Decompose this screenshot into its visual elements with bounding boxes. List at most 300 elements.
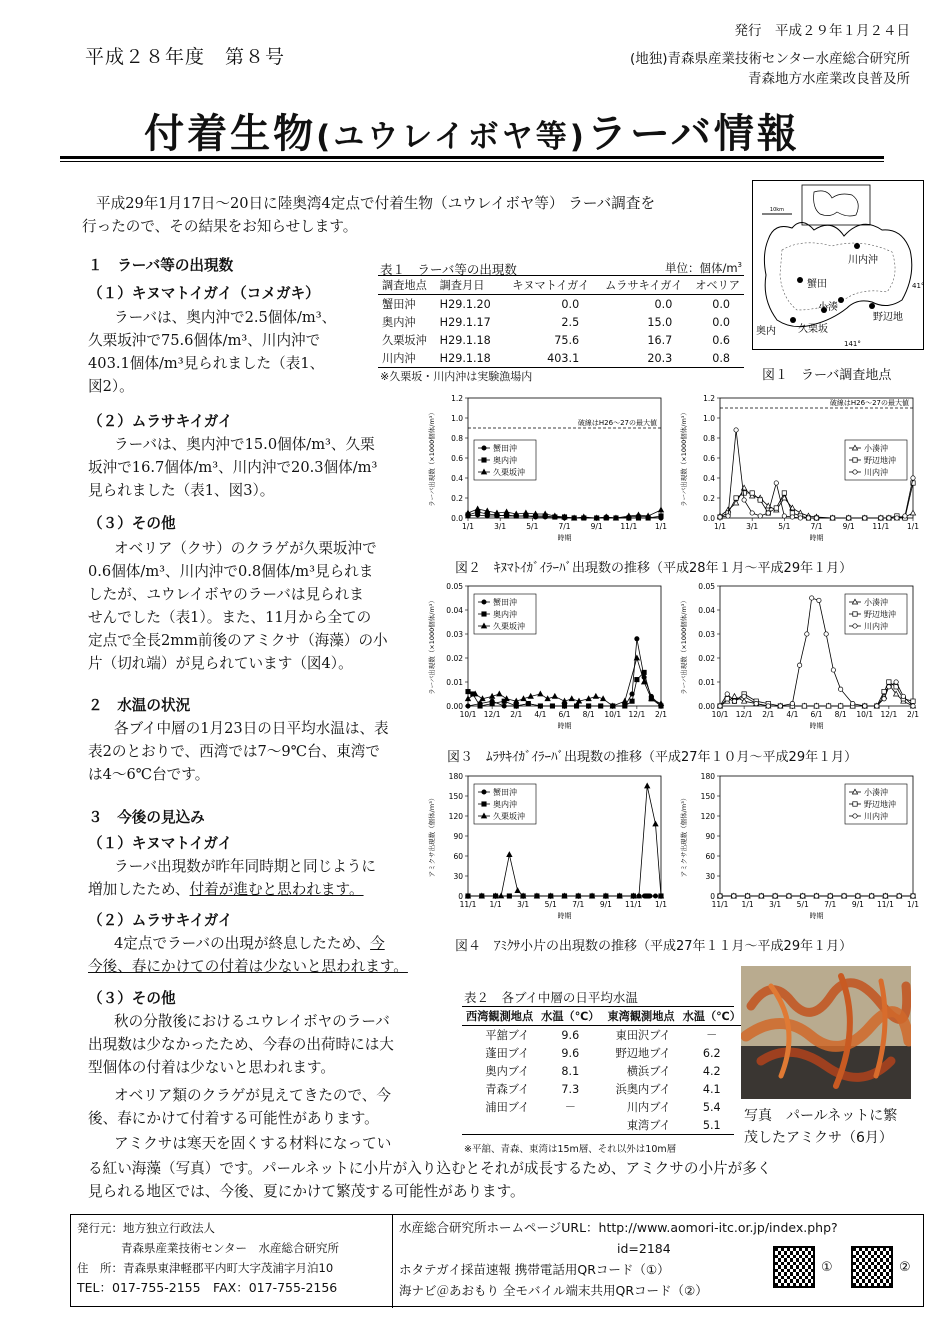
footer-publisher bbox=[71, 1215, 393, 1308]
data-point bbox=[782, 491, 786, 495]
x-tick-label: 6/1 bbox=[558, 710, 571, 719]
y-tick-label: 0.0 bbox=[703, 514, 715, 523]
data-point bbox=[809, 596, 813, 600]
y-tick-label: 0.4 bbox=[703, 474, 715, 483]
s3-p1-line: ラーバ出現数が昨年同時期と同じように bbox=[114, 858, 376, 875]
data-point bbox=[814, 704, 818, 708]
data-point bbox=[725, 692, 729, 696]
y-tick-label: 180 bbox=[700, 772, 715, 781]
y-tick-label: 90 bbox=[453, 832, 463, 841]
legend-entry: 川内沖 bbox=[864, 622, 888, 631]
x-tick-label: 1/1 bbox=[461, 522, 475, 531]
y-tick-label: 1.2 bbox=[703, 394, 715, 403]
table-row bbox=[462, 1080, 745, 1098]
chart-svg bbox=[676, 392, 921, 552]
y-tick-label: 90 bbox=[705, 832, 715, 841]
table-1-unit: 単位：個体$/m^3$ bbox=[664, 261, 742, 275]
s1-p1-line: 久栗坂沖で75.6個体/m³、川内沖で bbox=[88, 332, 321, 349]
y-tick-label: 120 bbox=[448, 812, 463, 821]
table-2-header: 東湾観測地点 bbox=[603, 1007, 678, 1026]
table-cell: 平舘ブイ bbox=[485, 1029, 530, 1042]
table-cell: H29.1.18 bbox=[439, 351, 491, 365]
map-lat: 41° bbox=[912, 282, 924, 290]
section-1-sub-3: （３）その他 bbox=[88, 515, 176, 532]
section-1-heading: １ ラーバ等の出現数 bbox=[88, 257, 234, 274]
data-point bbox=[593, 694, 598, 699]
y-axis-label: アミクサ出現数（個体/m³） bbox=[428, 794, 436, 878]
data-point bbox=[726, 514, 730, 518]
footer-links bbox=[393, 1215, 923, 1308]
table-cell: 蓬田ブイ bbox=[485, 1047, 530, 1060]
data-point bbox=[814, 516, 818, 520]
data-point bbox=[645, 783, 650, 788]
data-point bbox=[466, 689, 470, 693]
y-tick-label: 150 bbox=[700, 792, 715, 801]
footer-line: 発行元：地方独立行政法人 bbox=[77, 1221, 215, 1235]
table-row bbox=[462, 1044, 745, 1062]
data-point bbox=[901, 694, 905, 698]
s1-p3-line: 片（切れ端）が見られています（図4）。 bbox=[88, 655, 353, 672]
data-point bbox=[828, 894, 832, 898]
data-point bbox=[894, 680, 898, 684]
y-tick-label: 0.05 bbox=[446, 582, 463, 591]
bay-map-svg bbox=[752, 180, 924, 350]
data-point bbox=[490, 701, 494, 705]
table-row bbox=[378, 295, 744, 314]
data-point bbox=[550, 704, 554, 708]
data-point bbox=[538, 691, 543, 696]
issue-number: 平成２８年度 第８号 bbox=[85, 46, 286, 68]
x-axis-label: 時期 bbox=[809, 912, 824, 920]
data-point bbox=[831, 668, 835, 672]
qr-label-2: ② bbox=[899, 1260, 911, 1275]
table-1-note: ※久栗坂・川内沖は実験漁場内 bbox=[378, 367, 744, 384]
data-point bbox=[830, 516, 834, 520]
s2-line: は4～6℃台です。 bbox=[88, 766, 210, 783]
table-cell: 5.4 bbox=[702, 1100, 721, 1114]
data-point bbox=[734, 496, 738, 500]
data-point bbox=[911, 699, 915, 703]
x-axis-label: 時期 bbox=[557, 912, 572, 920]
table-row bbox=[378, 331, 744, 349]
x-tick-label: 10/1 bbox=[459, 710, 477, 719]
legend-entry: 久栗坂沖 bbox=[493, 468, 525, 477]
legend-entry: 奥内沖 bbox=[493, 456, 517, 465]
table-cell: H29.1.20 bbox=[439, 297, 491, 311]
y-tick-label: 180 bbox=[448, 772, 463, 781]
chart-fig3-west bbox=[424, 580, 669, 744]
map-label-kurisaka: 久栗坂 bbox=[798, 324, 828, 335]
table-cell: 0.8 bbox=[712, 351, 730, 365]
table-cell: 東湾ブイ bbox=[626, 1119, 671, 1132]
y-tick-label: 0.01 bbox=[698, 678, 715, 687]
data-point bbox=[742, 694, 746, 698]
x-tick-label: 10/1 bbox=[604, 710, 622, 719]
y-tick-label: 1.2 bbox=[451, 394, 463, 403]
table-cell: 浜奥内ブイ bbox=[615, 1083, 671, 1096]
chart-svg bbox=[676, 770, 921, 930]
data-point bbox=[879, 516, 883, 520]
data-point bbox=[718, 704, 722, 708]
table-cell: H29.1.18 bbox=[439, 333, 491, 347]
x-tick-label: 1/1 bbox=[654, 900, 668, 909]
x-tick-label: 10/1 bbox=[856, 710, 874, 719]
y-tick-label: 0.03 bbox=[698, 630, 715, 639]
s3-p3-line: 出現数は少なかったため、今春の出荷時には大 bbox=[88, 1036, 394, 1053]
s3-p4-line: 見られる地区では、今後、夏にかけて繁茂する可能性があります。 bbox=[88, 1183, 525, 1200]
section-3-sub-1: （１）キヌマトイガイ bbox=[88, 835, 233, 852]
data-point bbox=[562, 704, 566, 708]
table-1-title: 表１ ラーバ等の出現数 bbox=[380, 262, 517, 277]
table-row bbox=[378, 349, 744, 367]
y-tick-label: 1.0 bbox=[703, 414, 715, 423]
table-cell: 9.6 bbox=[561, 1028, 580, 1042]
data-point bbox=[658, 507, 663, 512]
table-cell: 4.2 bbox=[702, 1064, 721, 1078]
y-tick-label: 0.00 bbox=[698, 702, 715, 711]
data-point bbox=[734, 428, 738, 432]
legend-entry: 川内沖 bbox=[864, 812, 888, 821]
legend-entry: 久栗坂沖 bbox=[493, 622, 525, 631]
data-point bbox=[910, 510, 915, 515]
chart-fig3-east bbox=[676, 580, 921, 744]
x-tick-label: 7/1 bbox=[810, 522, 823, 531]
x-axis-label: 時期 bbox=[557, 722, 572, 730]
table-row bbox=[462, 1026, 745, 1045]
s3-p1-line-2: 増加したため、付着が進むと思われます。 bbox=[88, 881, 364, 898]
data-point bbox=[774, 506, 778, 510]
data-point bbox=[826, 704, 830, 708]
x-tick-label: 10/1 bbox=[711, 710, 729, 719]
legend-entry: 小湊沖 bbox=[864, 444, 888, 453]
data-point bbox=[552, 694, 557, 699]
y-tick-label: 0.8 bbox=[451, 434, 463, 443]
s1-p1-line: 403.1個体/m³見られました（表1、 bbox=[88, 355, 325, 372]
data-point bbox=[742, 498, 746, 502]
x-tick-label: 11/1 bbox=[620, 522, 638, 531]
y-tick-label: 1.0 bbox=[451, 414, 463, 423]
data-point bbox=[498, 893, 503, 898]
s3-p2-line-2: 今後、春にかけての付着は少ないと思われます。 bbox=[88, 958, 408, 975]
data-point bbox=[718, 894, 722, 898]
qr-code-1-icon[interactable] bbox=[773, 1246, 815, 1288]
data-point bbox=[504, 514, 508, 518]
data-point bbox=[817, 598, 821, 602]
table-cell bbox=[462, 1116, 537, 1134]
s3-p4-line: る紅い海藻（写真）です。パールネットに小片が入り込むとそれが成長するため、アミクサの小片が多く bbox=[88, 1160, 772, 1177]
data-point bbox=[514, 704, 518, 708]
data-point bbox=[465, 696, 470, 701]
table-cell: 8.1 bbox=[561, 1064, 580, 1078]
x-axis-label: 時期 bbox=[809, 534, 824, 542]
x-tick-label: 7/1 bbox=[572, 900, 585, 909]
data-point bbox=[805, 632, 809, 636]
table-cell: 16.7 bbox=[647, 333, 673, 347]
map-label-noheji: 野辺地 bbox=[873, 312, 903, 323]
data-point bbox=[802, 704, 806, 708]
table-cell: 野辺地ブイ bbox=[615, 1047, 671, 1060]
table-cell: 浦田ブイ bbox=[485, 1101, 530, 1114]
data-point bbox=[742, 698, 747, 703]
data-point bbox=[766, 704, 770, 708]
section-3-sub-2: （２）ムラサキイガイ bbox=[88, 912, 233, 929]
table-cell: － bbox=[564, 1101, 576, 1114]
section-1-sub-1: （１）キヌマトイガイ（コメガキ） bbox=[88, 285, 320, 302]
inset-map bbox=[802, 185, 870, 225]
figure-3-caption: 図３ ﾑﾗｻｷｲｶﾞｲﾗｰﾊﾞ出現数の推移（平成27年１０月～平成29年１月） bbox=[447, 750, 858, 765]
table-1-body bbox=[378, 276, 744, 367]
s1-p3-line: せんでした（表1）。また、11月から全ての bbox=[88, 609, 372, 626]
photo-caption-2: 茂したアミクサ（6月） bbox=[744, 1130, 893, 1146]
legend-entry: 奥内沖 bbox=[493, 610, 517, 619]
data-point bbox=[742, 491, 746, 495]
survey-map bbox=[752, 180, 924, 350]
section-2-heading: ２ 水温の状況 bbox=[88, 697, 191, 714]
y-tick-label: 0 bbox=[458, 892, 463, 901]
table-cell: 東田沢ブイ bbox=[615, 1029, 671, 1042]
x-tick-label: 11/1 bbox=[872, 522, 890, 531]
x-tick-label: 11/1 bbox=[459, 900, 477, 909]
data-point bbox=[797, 663, 801, 667]
data-point bbox=[869, 894, 873, 898]
title-rule-thin bbox=[60, 161, 884, 162]
x-tick-label: 12/1 bbox=[483, 710, 501, 719]
x-tick-label: 4/1 bbox=[534, 710, 547, 719]
table-cell: 403.1 bbox=[547, 351, 580, 365]
data-point bbox=[824, 632, 828, 636]
section-3-sub-3: （３）その他 bbox=[88, 990, 176, 1007]
data-point bbox=[801, 894, 805, 898]
y-tick-label: 30 bbox=[453, 872, 463, 881]
legend-entry: 野辺地沖 bbox=[864, 456, 896, 465]
table-cell: 川内沖 bbox=[382, 352, 416, 365]
data-point bbox=[887, 680, 891, 684]
data-point bbox=[653, 821, 658, 826]
qr-label-1: ① bbox=[821, 1260, 833, 1275]
series-line bbox=[720, 483, 913, 518]
data-point bbox=[895, 516, 899, 520]
y-tick-label: 0.0 bbox=[451, 514, 463, 523]
data-point bbox=[497, 691, 502, 696]
homepage-url-id[interactable]: id=2184 bbox=[617, 1241, 671, 1256]
x-tick-label: 1/1 bbox=[741, 900, 754, 909]
chart-fig4-west bbox=[424, 770, 669, 934]
y-axis-label: ラーバ出現数（×1000個体/m³） bbox=[428, 409, 436, 507]
s3-p3-line: 後、春にかけて付着する可能性があります。 bbox=[88, 1110, 379, 1127]
legend-entry: 久栗坂沖 bbox=[493, 812, 525, 821]
y-tick-label: 0.2 bbox=[451, 494, 463, 503]
data-point bbox=[911, 704, 915, 708]
s3-p2-line: 4定点でラーバの出現が終息したため、今 bbox=[114, 935, 385, 952]
data-point bbox=[850, 701, 854, 705]
table-row bbox=[378, 313, 744, 331]
s3-p3-line: 秋の分散後におけるユウレイボヤのラーバ bbox=[114, 1013, 390, 1030]
y-tick-label: 0.02 bbox=[446, 654, 463, 663]
table-cell: 0.0 bbox=[712, 297, 730, 311]
table-cell: 6.2 bbox=[702, 1046, 721, 1060]
y-tick-label: 60 bbox=[705, 852, 715, 861]
table-cell: H29.1.17 bbox=[439, 315, 491, 329]
data-point bbox=[750, 491, 754, 495]
map-scale: 10km bbox=[769, 207, 785, 213]
data-point bbox=[750, 511, 754, 515]
y-tick-label: 0.01 bbox=[446, 678, 463, 687]
figure-4-caption: 図４ ｱﾐｸｻ小片の出現数の推移（平成27年１１月～平成29年１月） bbox=[455, 939, 853, 954]
table-cell: 川内ブイ bbox=[626, 1101, 671, 1114]
reference-note: 破線はH26～27の最大値 bbox=[577, 419, 657, 427]
s3-p3-line: オベリア類のクラゲが見えてきたので、今 bbox=[114, 1087, 391, 1104]
x-tick-label: 2/1 bbox=[906, 710, 920, 719]
data-point bbox=[538, 704, 542, 708]
data-point bbox=[863, 704, 867, 708]
section-3-heading: ３ 今後の見込み bbox=[88, 809, 205, 826]
data-point bbox=[622, 698, 627, 703]
x-tick-label: 1/1 bbox=[654, 522, 668, 531]
x-tick-label: 5/1 bbox=[526, 522, 539, 531]
x-tick-label: 12/1 bbox=[880, 710, 898, 719]
issue-date: 発行 平成２９年１月２４日 bbox=[734, 23, 910, 39]
legend-entry: 蟹田沖 bbox=[493, 788, 517, 797]
table-cell: 久栗坂沖 bbox=[382, 334, 427, 347]
data-point bbox=[526, 701, 530, 705]
data-point bbox=[569, 696, 574, 701]
table-2-header: 水温（℃） bbox=[537, 1007, 603, 1026]
legend-entry: 蟹田沖 bbox=[493, 598, 517, 607]
y-tick-label: 0.04 bbox=[698, 606, 715, 615]
table-2-note: ※平舘、青森、東湾は15m層、それ以外は10m層 bbox=[462, 1134, 734, 1155]
s2-line: 表2のとおりで、西湾では7～9℃台、東湾で bbox=[88, 743, 380, 760]
data-point bbox=[838, 687, 842, 691]
x-tick-label: 3/1 bbox=[746, 522, 759, 531]
homepage-url[interactable]: 水産総合研究所ホームページURL：http://www.aomori-itc.or.jp/index.php? bbox=[399, 1220, 838, 1235]
x-tick-label: 5/1 bbox=[544, 900, 557, 909]
s3-p3-line: 型個体の付着は少ないと思われます。 bbox=[88, 1059, 335, 1076]
table-1-header: 調査地点 bbox=[378, 276, 436, 295]
y-tick-label: 0.6 bbox=[703, 454, 715, 463]
x-tick-label: 2/1 bbox=[762, 710, 775, 719]
footer-phone: TEL：017-755-2155 FAX：017-755-2156 bbox=[77, 1280, 338, 1295]
x-tick-label: 5/1 bbox=[796, 900, 809, 909]
figure-2-caption: 図２ ｷﾇﾏﾄｲｶﾞｲﾗｰﾊﾞ出現数の推移（平成28年１月～平成29年１月） bbox=[455, 561, 853, 576]
x-tick-label: 1/1 bbox=[713, 522, 727, 531]
table-cell: 0.6 bbox=[712, 333, 730, 347]
data-point bbox=[754, 701, 758, 705]
intro-line-2: 行ったので、その結果をお知らせします。 bbox=[82, 218, 358, 235]
chart-svg bbox=[424, 392, 669, 552]
table-2-header: 水温（℃） bbox=[679, 1007, 745, 1026]
s1-p3-line: 定点で全長2mm前後のアミクサ（海藻）の小 bbox=[88, 632, 388, 649]
table-cell: 7.3 bbox=[561, 1082, 580, 1096]
qr-caption-1: ホタテガイ採苗速報 携帯電話用QRコード（①） bbox=[399, 1262, 670, 1277]
table-1-header: キヌマトイガイ bbox=[500, 276, 593, 295]
table-cell: 20.3 bbox=[647, 351, 673, 365]
x-tick-label: 2/1 bbox=[654, 710, 668, 719]
y-tick-label: 0.02 bbox=[698, 654, 715, 663]
data-point bbox=[882, 689, 886, 693]
y-axis-label: ラーバ出現数（×1000個体/m³） bbox=[680, 409, 688, 507]
data-point bbox=[718, 515, 722, 519]
s1-p2-line: 見られました（表1、図3）。 bbox=[88, 482, 275, 499]
data-point bbox=[798, 516, 802, 520]
y-tick-label: 30 bbox=[705, 872, 715, 881]
data-point bbox=[586, 704, 590, 708]
map-lon: 141° bbox=[844, 340, 861, 348]
y-axis-label: アミクサ出現数（個体/m³） bbox=[680, 794, 688, 878]
table-2-header: 西湾観測地点 bbox=[462, 1007, 537, 1026]
legend-entry: 奥内沖 bbox=[493, 800, 517, 809]
data-point bbox=[766, 511, 770, 515]
data-point bbox=[623, 704, 627, 708]
y-tick-label: 0.03 bbox=[446, 630, 463, 639]
qr-code-2-icon[interactable] bbox=[851, 1246, 893, 1288]
data-point bbox=[507, 852, 512, 857]
y-tick-label: 0.05 bbox=[698, 582, 715, 591]
y-tick-label: 120 bbox=[700, 812, 715, 821]
table-2-title: 表２ 各ブイ中層の日平均水温 bbox=[462, 988, 734, 1007]
data-point bbox=[814, 894, 818, 898]
title-rule bbox=[60, 156, 884, 159]
data-point bbox=[574, 704, 578, 708]
table-1 bbox=[378, 260, 744, 384]
map-label-okunai: 奥内 bbox=[756, 326, 776, 337]
x-tick-label: 11/1 bbox=[625, 900, 642, 909]
x-tick-label: 1/1 bbox=[906, 522, 920, 531]
x-tick-label: 8/1 bbox=[582, 710, 595, 719]
chart-svg bbox=[676, 580, 921, 740]
table-row bbox=[462, 1098, 745, 1116]
table-cell bbox=[537, 1116, 603, 1134]
x-tick-label: 3/1 bbox=[769, 900, 782, 909]
table-cell: 青森ブイ bbox=[485, 1083, 530, 1096]
data-point bbox=[846, 516, 850, 520]
figure-1-caption: 図１ ラーバ調査地点 bbox=[762, 368, 892, 383]
y-tick-label: 0.8 bbox=[703, 434, 715, 443]
chart-svg bbox=[424, 580, 669, 740]
y-tick-label: 0.4 bbox=[451, 474, 463, 483]
chart-svg bbox=[424, 770, 669, 930]
s1-p3-line: オベリア（クサ）のクラゲが久栗坂沖で bbox=[114, 540, 377, 557]
s1-p2-line: ラーバは、奥内沖で15.0個体/m³、久栗 bbox=[114, 436, 375, 453]
s1-p1-line: ラーバは、奥内沖で2.5個体/m³、 bbox=[114, 309, 337, 326]
data-point bbox=[782, 514, 786, 518]
chart-fig4-east bbox=[676, 770, 921, 934]
data-point bbox=[732, 699, 736, 703]
data-point bbox=[911, 476, 915, 480]
data-point bbox=[774, 481, 778, 485]
data-point bbox=[806, 516, 810, 520]
s2-line: 各ブイ中層の1月23日の日平均水温は、表 bbox=[114, 720, 389, 737]
x-tick-label: 9/1 bbox=[842, 522, 855, 531]
table-2-body bbox=[462, 1007, 745, 1134]
y-tick-label: 0.04 bbox=[446, 606, 463, 615]
data-point bbox=[863, 516, 867, 520]
table-cell: 75.6 bbox=[554, 333, 580, 347]
x-tick-label: 11/1 bbox=[711, 900, 729, 909]
x-tick-label: 11/1 bbox=[877, 900, 894, 909]
data-point bbox=[645, 894, 649, 898]
data-point bbox=[502, 704, 506, 708]
data-point bbox=[659, 514, 663, 518]
x-tick-label: 8/1 bbox=[834, 710, 847, 719]
table-2 bbox=[462, 988, 741, 1155]
x-tick-label: 7/1 bbox=[558, 522, 571, 531]
legend-entry: 川内沖 bbox=[864, 468, 888, 477]
data-point bbox=[778, 704, 782, 708]
data-point bbox=[758, 498, 762, 502]
photo-drawing bbox=[741, 966, 911, 1099]
x-tick-label: 5/1 bbox=[778, 522, 791, 531]
footer-address: 住 所：青森県東津軽郡平内町大字茂浦字月泊10 bbox=[77, 1261, 334, 1275]
